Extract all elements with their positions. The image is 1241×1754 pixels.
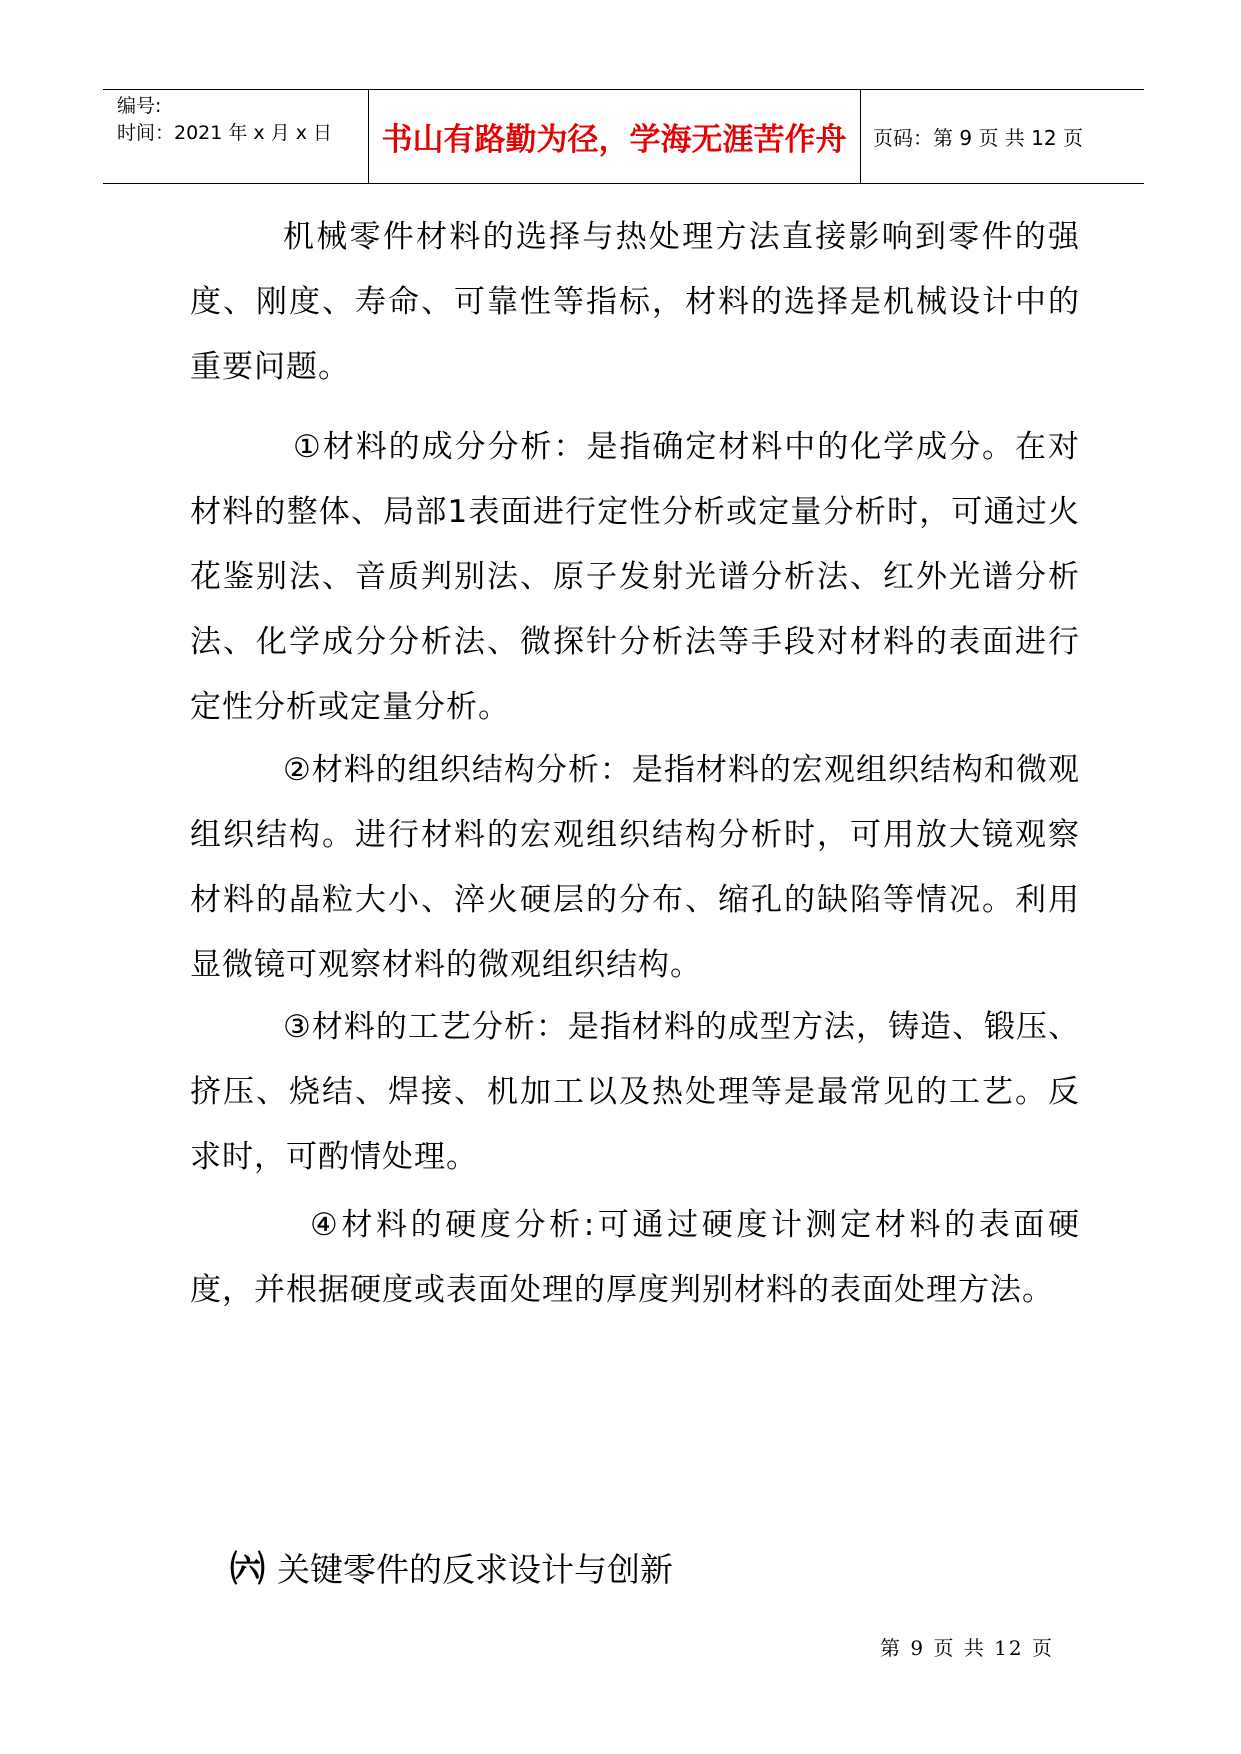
header-divider xyxy=(860,90,861,183)
section-number: ㈥ xyxy=(230,1550,266,1590)
paragraph-process-analysis: ③材料的工艺分析：是指材料的成型方法，铸造、锻压、挤压、烧结、焊接、机加工以及热处理等是最常见的工艺。反求时，可酌情处理。 xyxy=(190,1009,1080,1175)
document-number-label: 编号: xyxy=(117,95,162,117)
section-title: 关键零件的反求设计与创新 xyxy=(277,1550,674,1589)
paragraph-structure-analysis: ②材料的组织结构分析：是指材料的宏观组织结构和微观组织结构。进行材料的宏观组织结构分析时，可用放大镜观察材料的晶粒大小、淬火硬层的分布、缩孔的缺陷等情况。利用显微镜可观察材料的微观组织结构。 xyxy=(190,752,1080,983)
header-page-code: 页码：第 9 页 共 12 页 xyxy=(873,126,1083,150)
header-meta xyxy=(117,90,367,183)
header-motto: 书山有路勤为径，学海无涯苦作舟 xyxy=(381,122,847,158)
document-time-label: 时间：2021 年 x 月 x 日 xyxy=(117,122,333,144)
page-header xyxy=(103,89,1144,184)
header-divider xyxy=(368,90,369,183)
paragraph-composition-analysis: ①材料的成分分析：是指确定材料中的化学成分。在对材料的整体、局部1表面进行定性分析或定量分析时，可通过火花鉴别法、音质判别法、原子发射光谱分析法、红外光谱分析法、化学成分分析法、微探针分析法等手段对材料的表面进行定性分析或定量分析。 xyxy=(190,429,1080,725)
page-footer: 第 9 页 共 12 页 xyxy=(880,1636,1054,1660)
paragraph-hardness-analysis: ④材料的硬度分析:可通过硬度计测定材料的表面硬度，并根据硬度或表面处理的厚度判别材料的表面处理方法。 xyxy=(190,1207,1080,1308)
section-heading xyxy=(230,1545,673,1595)
paragraph-intro: 机械零件材料的选择与热处理方法直接影响到零件的强度、刚度、寿命、可靠性等指标，材料的选择是机械设计中的重要问题。 xyxy=(190,219,1080,385)
